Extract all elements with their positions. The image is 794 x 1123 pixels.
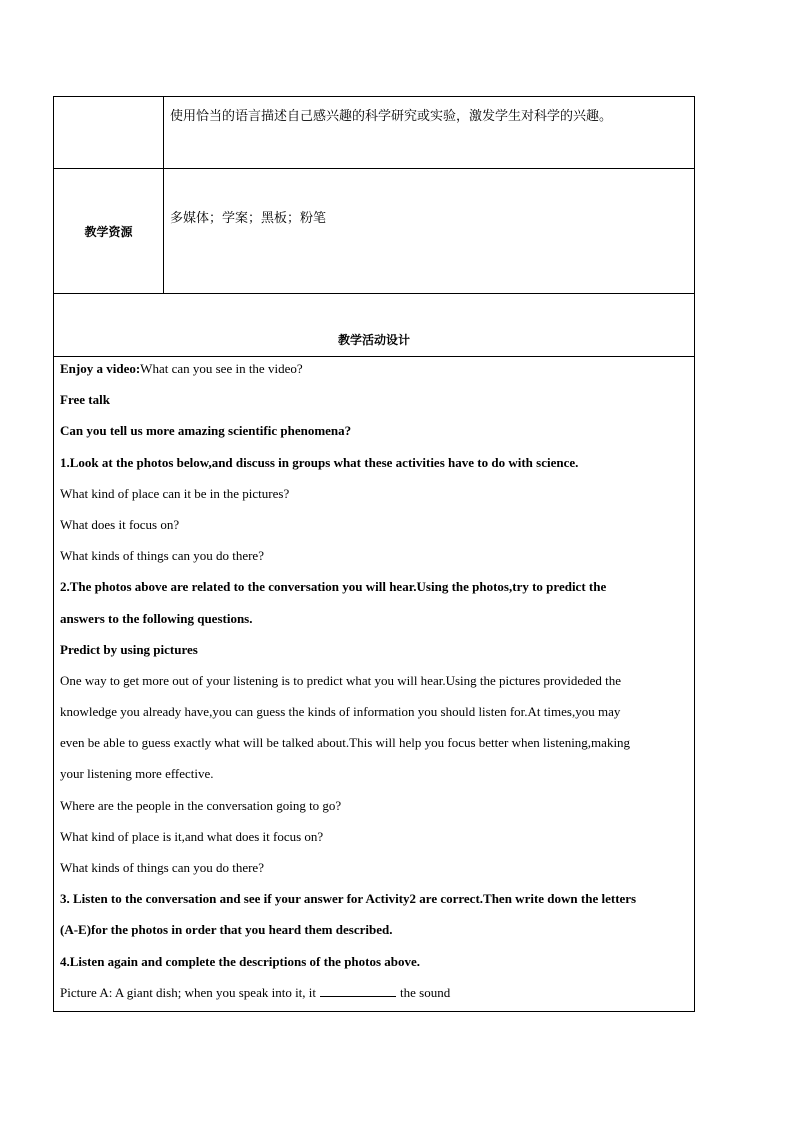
- column-divider: [163, 97, 164, 293]
- row-divider: [54, 168, 694, 169]
- activity-line: One way to get more out of your listening is to predict what you will hear.Using the pictures provideded the: [60, 672, 622, 688]
- activity-line: [60, 985, 690, 1016]
- activity-line: What kinds of things can you do there?: [60, 548, 264, 564]
- picture-a-text: Picture A: A giant dish; when you speak into it, it: [60, 984, 317, 1000]
- fill-in-blank[interactable]: [320, 985, 396, 997]
- activity-line: your listening more effective.: [60, 766, 214, 782]
- activity-line: 1.Look at the photos below,and discuss in groups what these activities have to do with science.: [60, 454, 579, 470]
- activity-line: (A-E)for the photos in order that you heard them described.: [60, 922, 393, 938]
- activity-line: 4.Listen again and complete the descriptions of the photos above.: [60, 953, 421, 969]
- activity-line: What kind of place is it,and what does it focus on?: [60, 828, 324, 844]
- goal-text: 使用恰当的语言描述自己感兴趣的科学研究或实验，激发学生对科学的兴趣。: [170, 109, 613, 124]
- activity-line: What does it focus on?: [60, 516, 180, 532]
- activity-line: What kinds of things can you do there?: [60, 860, 264, 875]
- activity-line: Free talk: [60, 392, 110, 408]
- activity-line: answers to the following questions.: [60, 610, 253, 626]
- resources-text: 多媒体；学案；黑板；粉笔: [170, 211, 327, 226]
- enjoy-video-question: What can you see in the video?: [140, 361, 303, 376]
- lesson-plan-table: [53, 96, 695, 1012]
- activity-line: 3. Listen to the conversation and see if your answer for Activity2 are correct.Then write down the letters: [60, 891, 637, 907]
- resources-label: 教学资源: [84, 225, 133, 239]
- activity-line: Can you tell us more amazing scientific phenomena?: [60, 423, 352, 439]
- row-divider: [54, 293, 694, 294]
- activity-design-title: 教学活动设计: [337, 333, 410, 347]
- picture-a-text-end: the sound: [400, 984, 451, 1000]
- activity-line: knowledge you already have,you can guess the kinds of information you should listen for.At times,you may: [60, 704, 621, 720]
- activity-line: Predict by using pictures: [60, 641, 198, 657]
- activity-content: [60, 361, 690, 1016]
- row-divider: [54, 356, 694, 357]
- activity-line: Where are the people in the conversation going to go?: [60, 797, 342, 813]
- enjoy-video-label: Enjoy a video:: [60, 361, 141, 376]
- activity-line: What kind of place can it be in the pictures?: [60, 485, 290, 501]
- activity-line: [60, 361, 690, 392]
- activity-line: 2.The photos above are related to the conversation you will hear.Using the photos,try to predict the: [60, 579, 607, 595]
- activity-line: even be able to guess exactly what will be talked about.This will help you focus better when listening,making: [60, 735, 631, 751]
